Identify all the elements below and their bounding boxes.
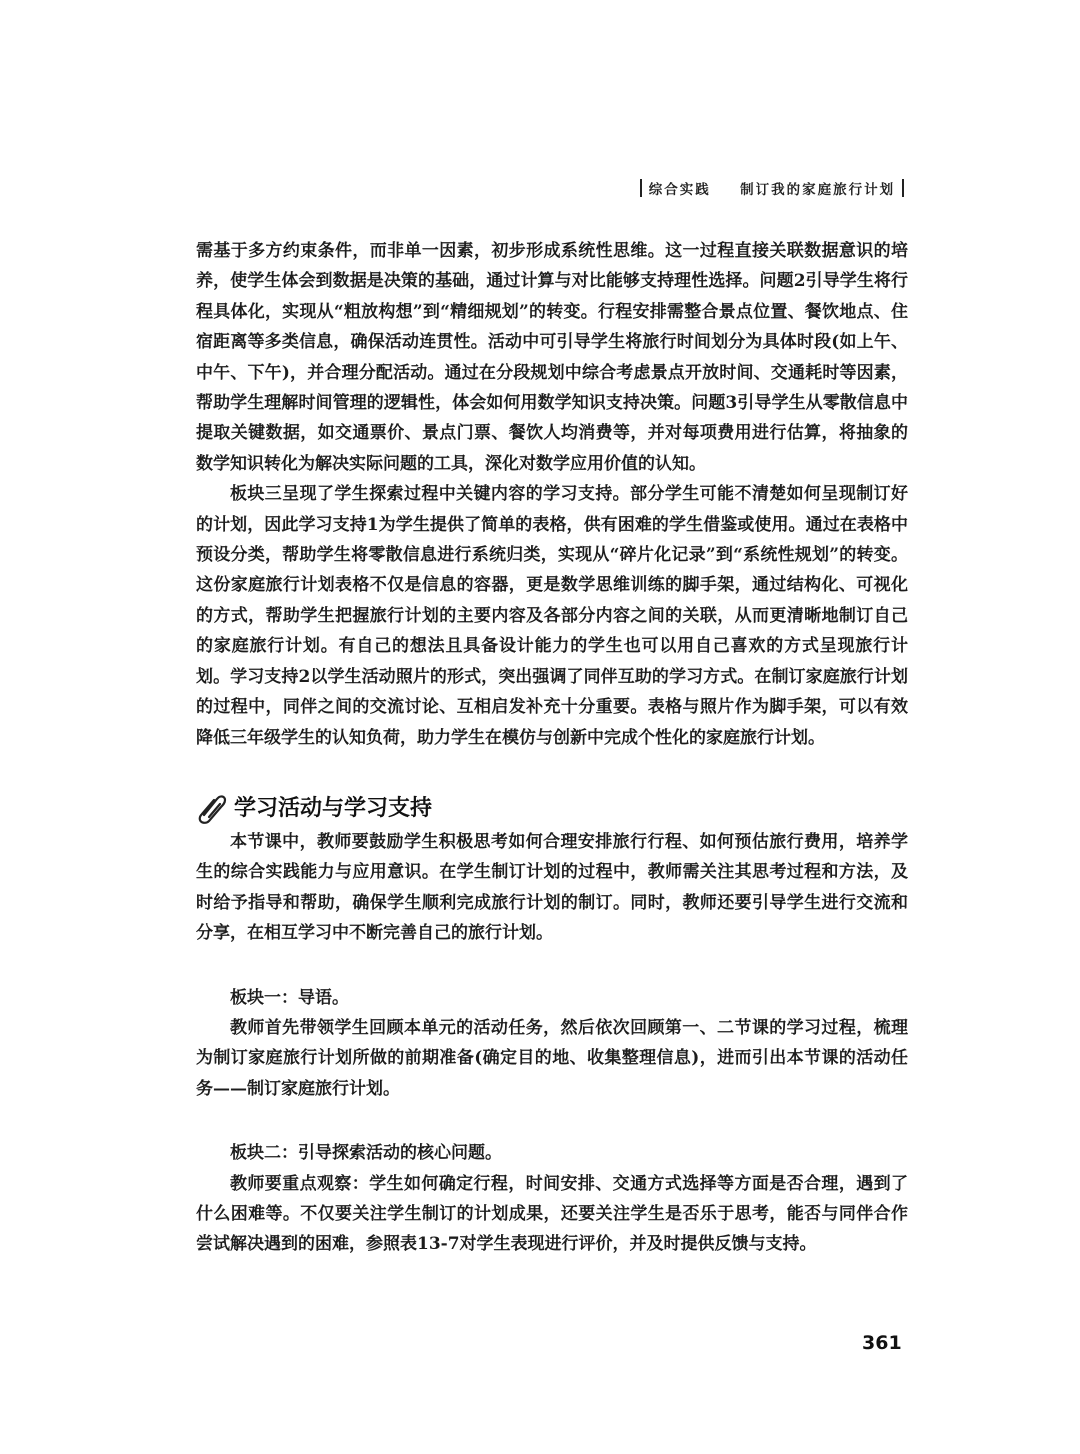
section-heading (196, 787, 908, 827)
body-paragraph: 需基于多方约束条件，而非单一因素，初步形成系统性思维。这一过程直接关联数据意识的培养，使学生体会到数据是决策的基础，通过计算与对比能够支持理性选择。问题2引导学生将行程具体化，实现从“粗放构想”到“精细规划”的转变。行程安排需整合景点位置、餐饮地点、住宿距离等多类信息，确保活动连贯性。活动中可引导学生将旅行时间划分为具体时段(如上午、中午、下午)，并合理分配活动。通过在分段规划中综合考虑景点开放时间、交通耗时等因素，帮助学生理解时间管理的逻辑性，体会如何用数学知识支持决策。问题3引导学生从零散信息中提取关键数据，如交通票价、景点门票、餐饮人均消费等，并对每项费用进行估算，将抽象的数学知识转化为解决实际问题的工具，深化对数学应用价值的认知。 (196, 241, 908, 474)
header-title: 制订我的家庭旅行计划 (740, 182, 896, 198)
block-label: 板块二：引导探索活动的核心问题。 (230, 1143, 502, 1164)
section-intro: 本节课中，教师要鼓励学生积极思考如何合理安排旅行行程、如何预估旅行费用，培养学生的综合实践能力与应用意识。在学生制订计划的过程中，教师需关注其思考过程和方法，及时给予指导和帮助，确保学生顺利完成旅行计划的制订。同时，教师还要引导学生进行交流和分享，在相互学习中不断完善自己的旅行计划。 (196, 831, 908, 944)
page-number: 361 (862, 1332, 902, 1354)
block-label: 板块一：导语。 (230, 987, 349, 1008)
header-section: 综合实践 (648, 182, 711, 198)
running-head (640, 178, 950, 198)
paperclip-icon (196, 790, 230, 824)
body-paragraph: 板块三呈现了学生探索过程中关键内容的学习支持。部分学生可能不清楚如何呈现制订好的计划，因此学习支持1为学生提供了简单的表格，供有困难的学生借鉴或使用。通过在表格中预设分类，帮助学生将零散信息进行系统归类，实现从“碎片化记录”到“系统性规划”的转变。这份家庭旅行计划表格不仅是信息的容器，更是数学思维训练的脚手架，通过结构化、可视化的方式，帮助学生把握旅行计划的主要内容及各部分内容之间的关联，从而更清晰地制订自己的家庭旅行计划。有自己的想法且具备设计能力的学生也可以用自己喜欢的方式呈现旅行计划。学习支持2以学生活动照片的形式，突出强调了同伴互助的学习方式。在制订家庭旅行计划的过程中，同伴之间的交流讨论、互相启发补充十分重要。表格与照片作为脚手架，可以有效降低三年级学生的认知负荷，助力学生在模仿与创新中完成个性化的家庭旅行计划。 (196, 484, 908, 748)
section-title: 学习活动与学习支持 (234, 796, 433, 822)
header-divider (640, 179, 642, 197)
main-content (196, 236, 908, 1260)
block-text: 教师要重点观察：学生如何确定行程，时间安排、交通方式选择等方面是否合理，遇到了什么困难等。不仅要关注学生制订的计划成果，还要关注学生是否乐于思考，能否与同伴合作尝试解决遇到的困难，参照表13-7对学生表现进行评价，并及时提供反馈与支持。 (196, 1173, 908, 1255)
header-divider (902, 179, 904, 197)
block-text: 教师首先带领学生回顾本单元的活动任务，然后依次回顾第一、二节课的学习过程，梳理为制订家庭旅行计划所做的前期准备(确定目的地、收集整理信息)，进而引出本节课的活动任务——制订家庭旅行计划。 (196, 1017, 908, 1099)
